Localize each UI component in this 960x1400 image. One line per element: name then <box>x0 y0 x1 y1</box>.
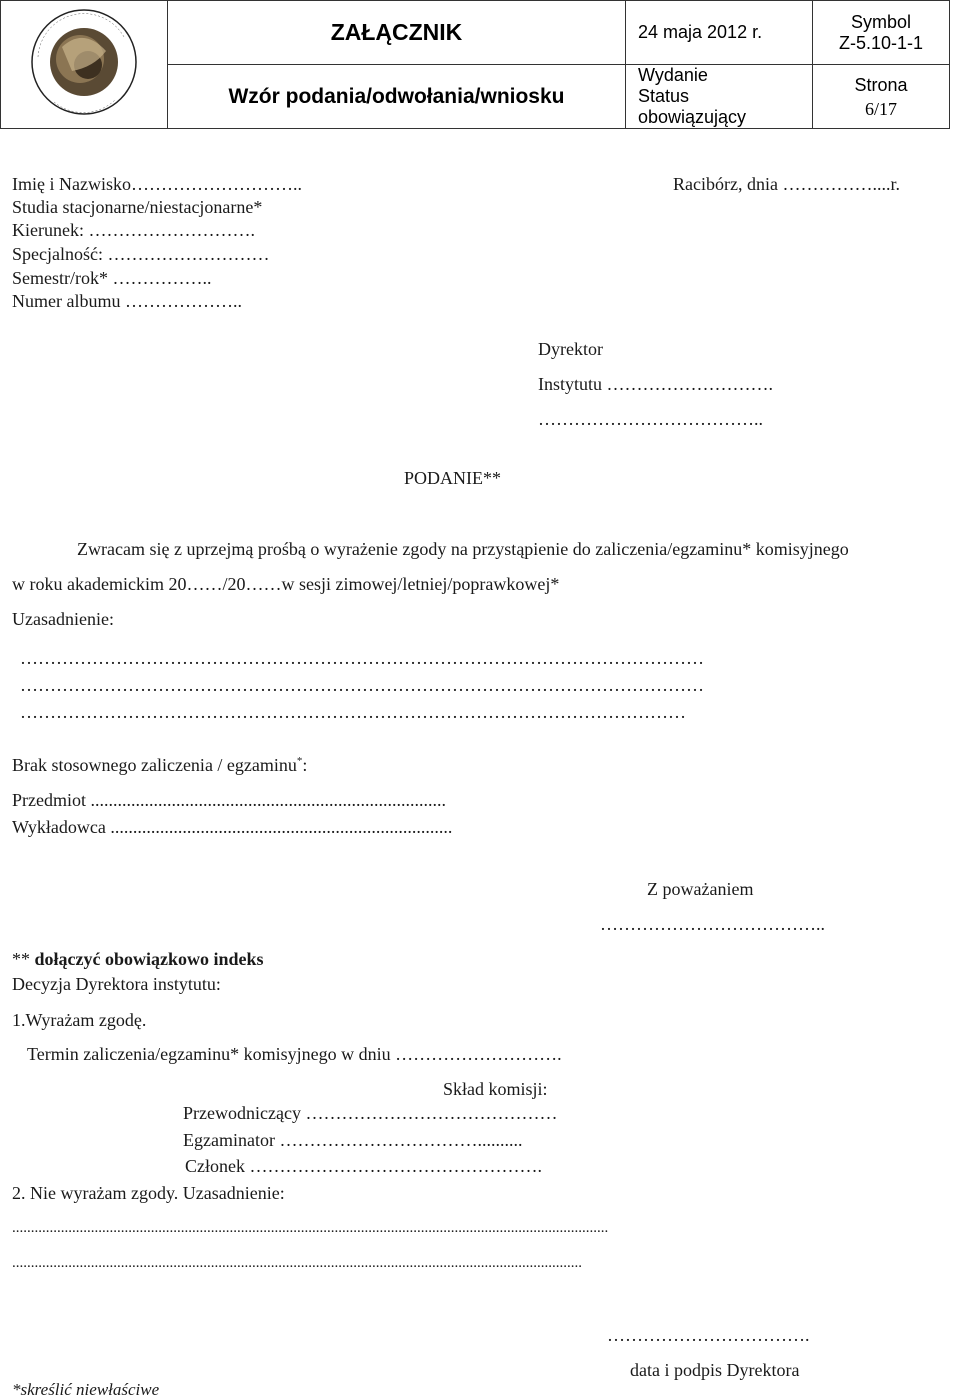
symbol-label: Symbol <box>850 11 912 32</box>
album-number-field: Numer albumu ……………….. <box>12 291 242 311</box>
request-text-line1: Zwracam się z uprzejmą prośbą o wyrażenie zgody na przystąpienie do zaliczenia/egzaminu* komisyjnego <box>77 539 849 559</box>
footnote-text: *skreślić niewłaściwe <box>12 1380 160 1399</box>
page-label: Strona <box>854 74 908 95</box>
place-date-field: Racibórz, dnia ……………....r. <box>673 174 900 194</box>
disagree-reason-line-2: ........................................................................................................................................................ <box>12 1255 582 1271</box>
specjalnosc-field: Specjalność: ……………………… <box>12 244 270 264</box>
symbol-cell <box>813 1 950 65</box>
missing-credit-label: Brak stosownego zaliczenia / egzaminu*: <box>12 755 308 775</box>
addressee-title: Dyrektor <box>538 339 603 359</box>
issue-date: 24 maja 2012 r. <box>626 1 813 65</box>
page-number: 6/17 <box>864 98 897 119</box>
semester-field: Semestr/rok* …………….. <box>12 268 212 288</box>
committee-member-field: Członek …………………………………………. <box>185 1156 542 1176</box>
attachment-title: ZAŁĄCZNIK <box>168 1 626 65</box>
document-title: PODANIE** <box>404 468 501 488</box>
status-label: Status <box>638 86 690 106</box>
director-signature-line: ……………………………. <box>607 1325 810 1345</box>
committee-examiner-field: Egzaminator …………………………….......... <box>183 1130 523 1150</box>
logo-cell <box>1 1 168 129</box>
wydanie-label: Wydanie <box>638 65 708 85</box>
kierunek-field: Kierunek: ………………………. <box>12 220 255 240</box>
addressee-institute: Instytutu ………………………. <box>538 374 774 394</box>
student-signature-line: ……………………………….. <box>600 914 825 934</box>
justification-line-1: …………………………………………………………………………………………………… <box>20 648 704 668</box>
document-header <box>0 0 950 129</box>
director-signature-label: data i podpis Dyrektora <box>630 1360 800 1380</box>
subject-field: Przedmiot ............................................................................... <box>12 790 446 810</box>
regards-text: Z poważaniem <box>647 879 754 899</box>
template-subtitle: Wzór podania/odwołania/wniosku <box>168 65 626 129</box>
page-cell <box>813 65 950 129</box>
committee-label: Skład komisji: <box>443 1079 548 1099</box>
symbol-value: Z-5.10-1-1 <box>838 32 924 53</box>
study-mode-field: Studia stacjonarne/niestacjonarne* <box>12 197 263 217</box>
exam-date-field: Termin zaliczenia/egzaminu* komisyjnego w dniu ………………………. <box>27 1044 562 1064</box>
decision-agree: 1.Wyrażam zgodę. <box>12 1010 147 1030</box>
justification-line-3: ………………………………………………………………………………………………… <box>20 702 686 722</box>
index-note: ** dołączyć obowiązkowo indeks <box>12 949 264 969</box>
lecturer-field: Wykładowca ............................................................................ <box>12 817 453 837</box>
committee-chair-field: Przewodniczący …………………………………… <box>183 1103 558 1123</box>
status-cell <box>626 65 813 129</box>
status-value: obowiązujący <box>638 107 747 127</box>
student-name-field: Imię i Nazwisko……………………….. <box>12 174 302 194</box>
request-text-line2: w roku akademickim 20……/20……w sesji zimowej/letniej/poprawkowej* <box>12 574 560 594</box>
decision-label: Decyzja Dyrektora instytutu: <box>12 974 221 994</box>
university-seal-logo <box>24 7 144 117</box>
justification-line-2: …………………………………………………………………………………………………… <box>20 675 704 695</box>
addressee-dots: ……………………………….. <box>538 409 763 429</box>
disagree-reason-line-1: ............................................................................................................................................................... <box>12 1220 609 1236</box>
footnote-marker: * <box>296 755 303 767</box>
justification-label: Uzasadnienie: <box>12 609 114 629</box>
decision-disagree: 2. Nie wyrażam zgody. Uzasadnienie: <box>12 1183 285 1203</box>
